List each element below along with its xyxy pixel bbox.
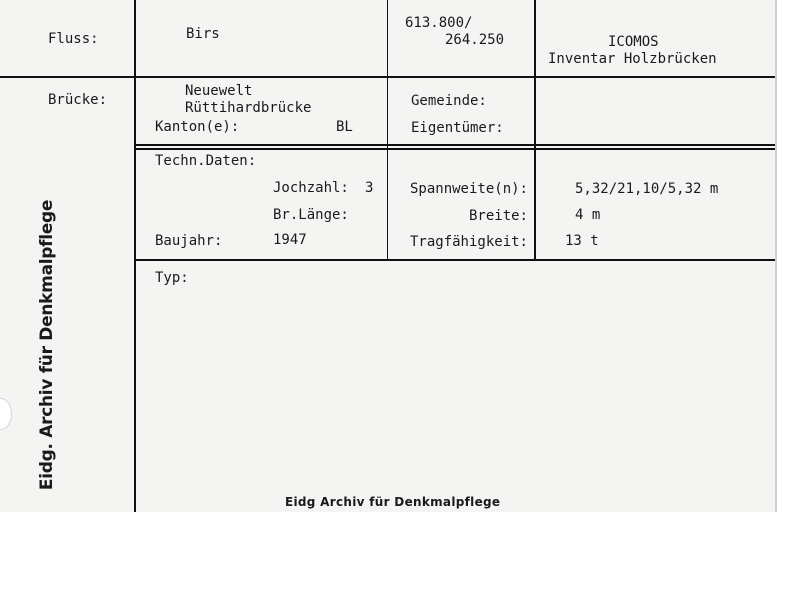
coord-left-line	[387, 0, 388, 260]
tech-divider-line	[134, 259, 775, 261]
tragfaehigkeit-label: Tragfähigkeit:	[409, 234, 528, 250]
fluss-label: Fluss:	[48, 31, 99, 47]
bridge-name-line1: Neuewelt	[185, 83, 253, 99]
archive-footer: Eidg Archiv für Denkmalpflege	[285, 495, 501, 509]
tragfaehigkeit-value: 13 t	[565, 233, 599, 249]
kanton-label: Kanton(e):	[155, 119, 240, 135]
archive-vertical-stamp: Eidg. Archiv für Denkmalpflege	[37, 199, 57, 491]
spannweite-value: 5,32/21,10/5,32 m	[575, 181, 719, 197]
baujahr-label: Baujahr:	[155, 233, 223, 249]
jochzahl-value: 3	[365, 180, 374, 196]
fluss-value: Birs	[186, 26, 220, 42]
jochzahl-label: Jochzahl:	[273, 180, 349, 196]
breite-label: Breite:	[468, 208, 528, 224]
tech-data-heading: Techn.Daten:	[155, 153, 257, 169]
coordinate-line2: 264.250	[445, 32, 505, 48]
bridge-name-line2: Rüttihardbrücke	[185, 100, 312, 116]
coord-right-line	[534, 0, 536, 260]
organization-name: ICOMOS	[608, 34, 659, 50]
punch-hole	[0, 398, 12, 430]
bruecke-label: Brücke:	[48, 92, 108, 108]
breite-value: 4 m	[575, 207, 601, 223]
typ-label: Typ:	[155, 270, 189, 286]
kanton-value: BL	[336, 119, 353, 135]
inventory-title: Inventar Holzbrücken	[548, 51, 717, 67]
gemeinde-label: Gemeinde:	[411, 93, 487, 109]
spannweite-label: Spannweite(n):	[409, 181, 528, 197]
baujahr-value: 1947	[273, 232, 307, 248]
bridge-divider-line-2	[134, 148, 775, 150]
bridge-length-label: Br.Länge:	[273, 207, 349, 223]
coordinate-line1: 613.800/	[405, 15, 473, 31]
eigentuemer-label: Eigentümer:	[411, 120, 504, 136]
bridge-divider-line-1	[134, 144, 775, 146]
